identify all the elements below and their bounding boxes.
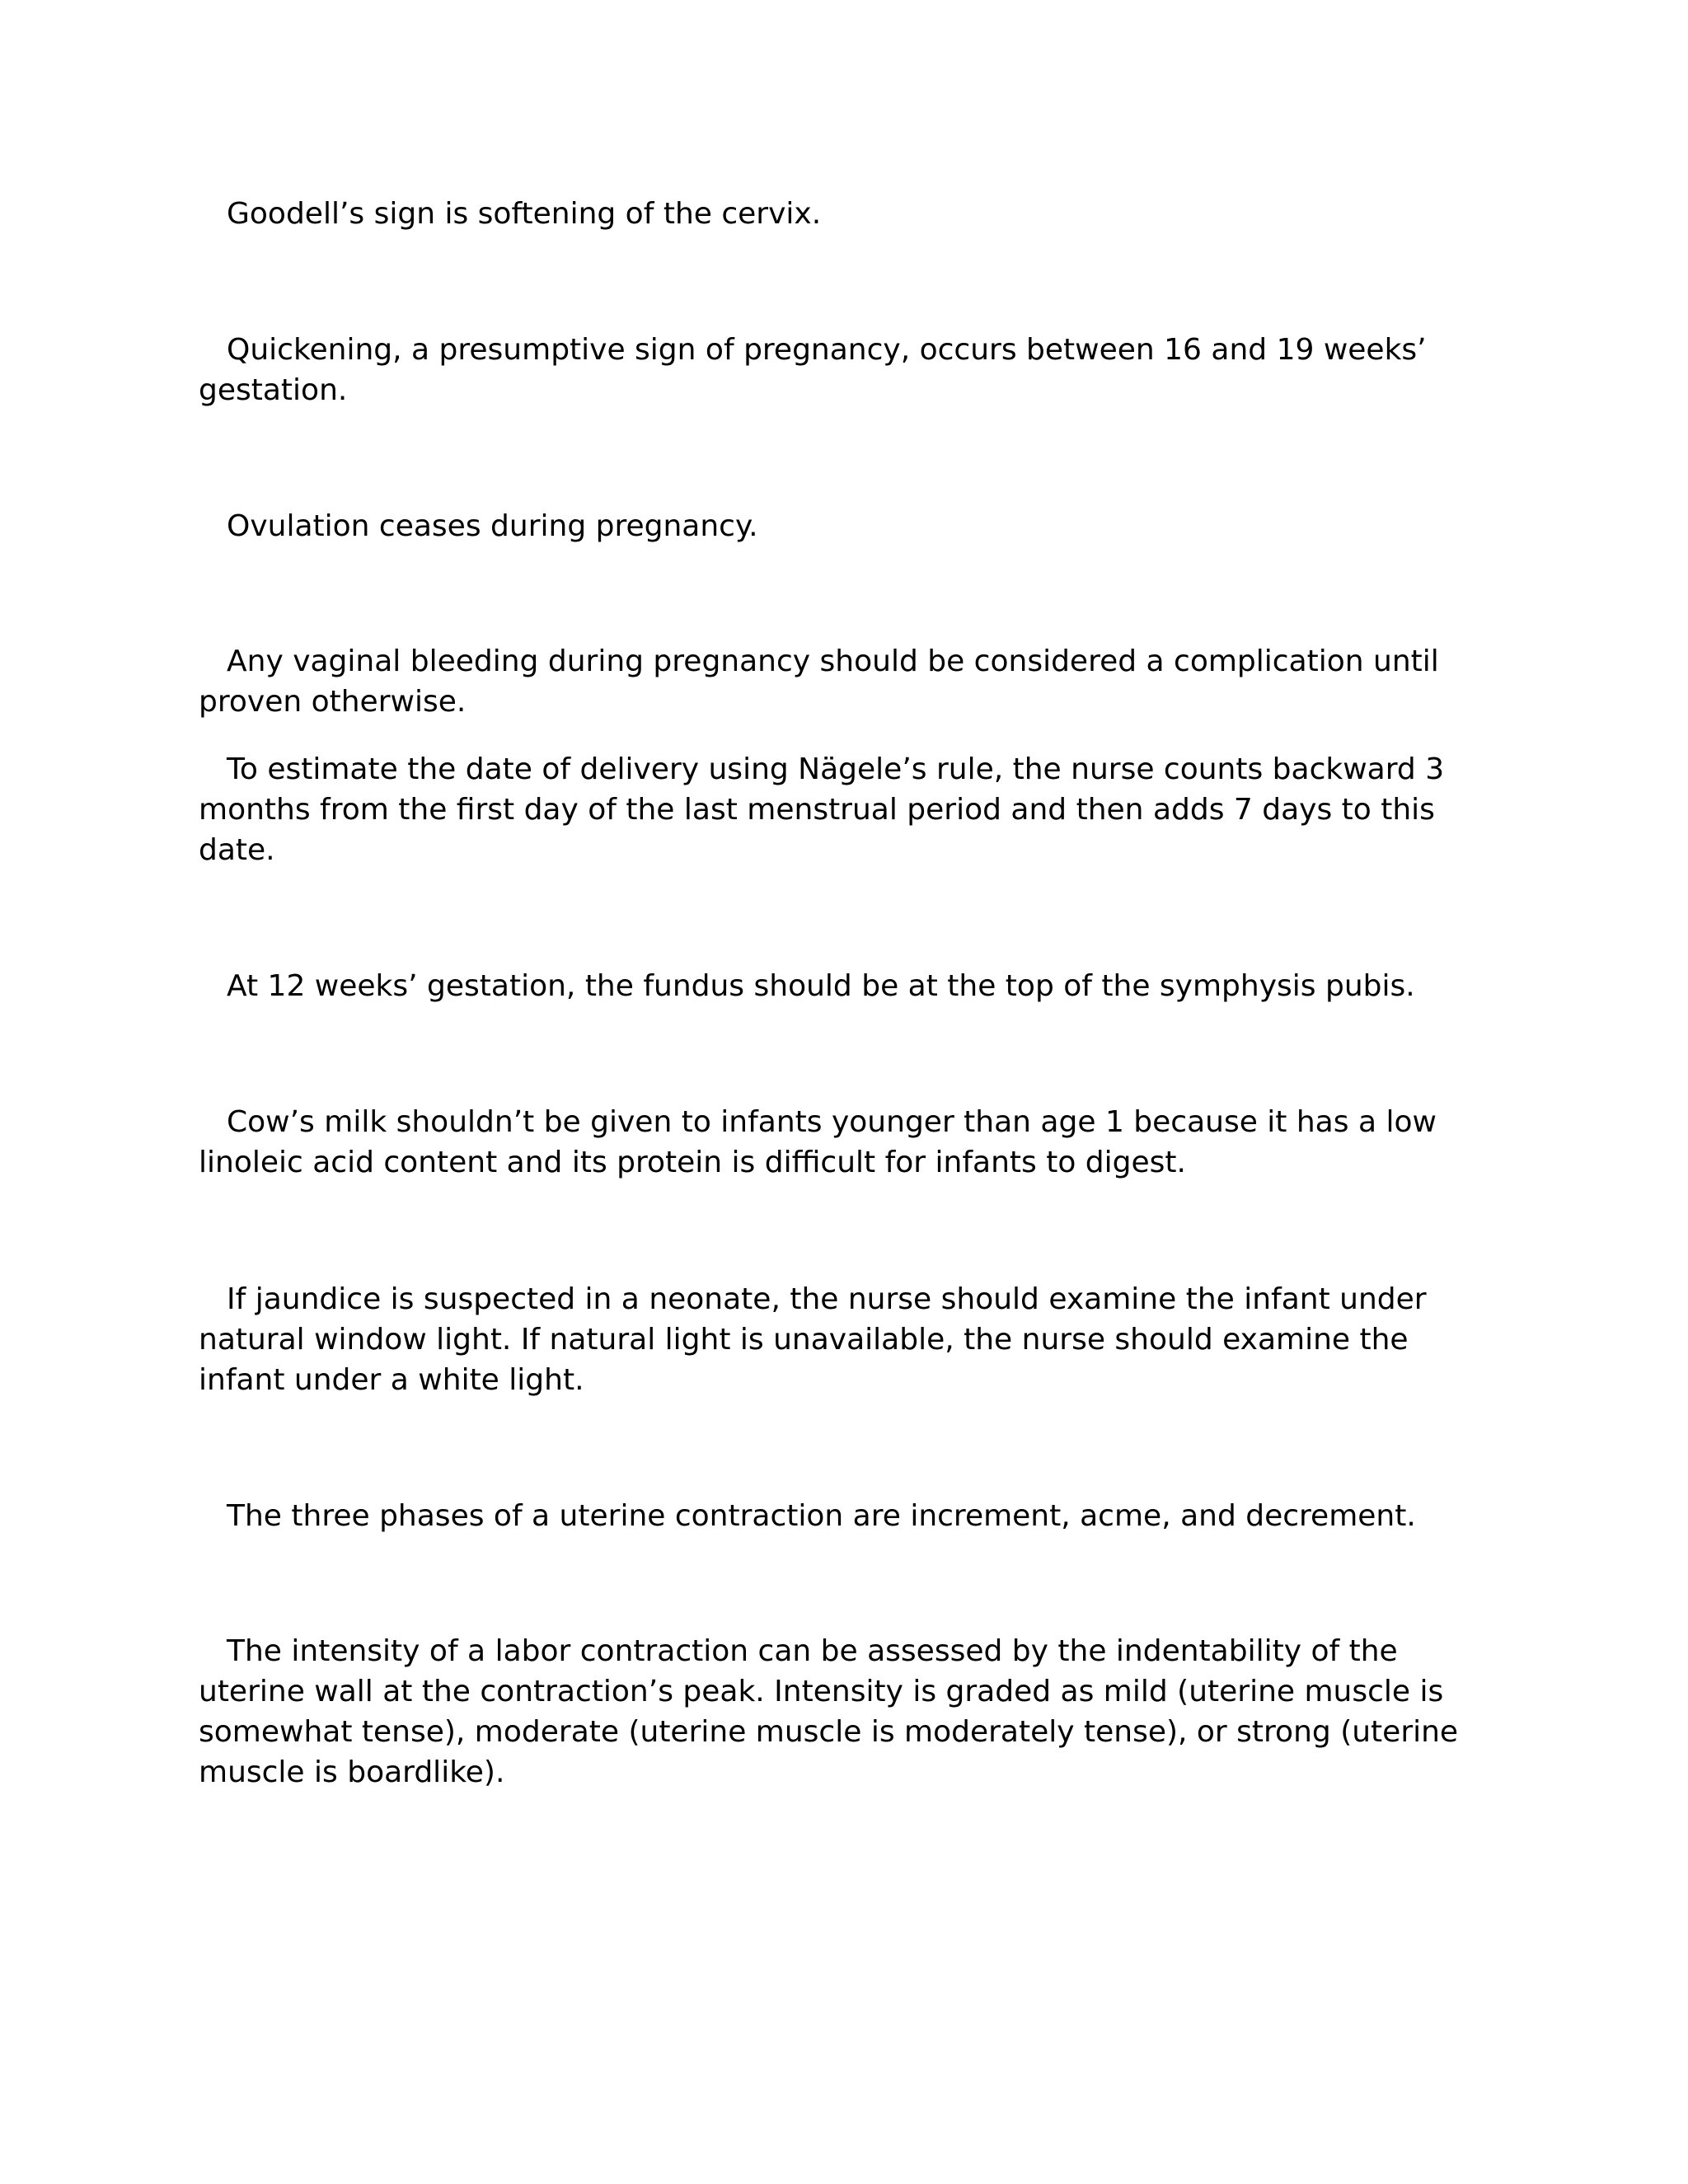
paragraph-quickening: Quickening, a presumptive sign of pregnancy, occurs between 16 and 19 weeks’ gestation. bbox=[199, 333, 1427, 407]
paragraph-goodells-sign: Goodell’s sign is softening of the cervix. bbox=[227, 197, 822, 231]
paragraph-ovulation: Ovulation ceases during pregnancy. bbox=[227, 509, 758, 543]
paragraph-contraction-intensity: The intensity of a labor contraction can be assessed by the indentability of the uterine wall at the contraction’s peak. Intensity is graded as mild (uterine muscle is somewhat tense), moderate (uterine muscle is moderately tense), or strong (uterine muscle is boardlike). bbox=[199, 1634, 1459, 1789]
paragraph-nageles-rule: To estimate the date of delivery using Nägele’s rule, the nurse counts backward 3 months from the first day of the last menstrual period and then adds 7 days to this date. bbox=[199, 752, 1445, 867]
paragraph-cows-milk: Cow’s milk shouldn’t be given to infants younger than age 1 because it has a low linoleic acid content and its protein is difficult for infants to digest. bbox=[199, 1105, 1437, 1179]
paragraph-jaundice: If jaundice is suspected in a neonate, the nurse should examine the infant under natural window light. If natural light is unavailable, the nurse should examine the infant under a white light. bbox=[199, 1282, 1427, 1397]
paragraph-vaginal-bleeding: Any vaginal bleeding during pregnancy should be considered a complication until proven otherwise. bbox=[199, 644, 1439, 719]
paragraph-contraction-phases: The three phases of a uterine contraction are increment, acme, and decrement. bbox=[227, 1499, 1416, 1533]
paragraph-fundus-height: At 12 weeks’ gestation, the fundus should be at the top of the symphysis pubis. bbox=[227, 969, 1415, 1003]
